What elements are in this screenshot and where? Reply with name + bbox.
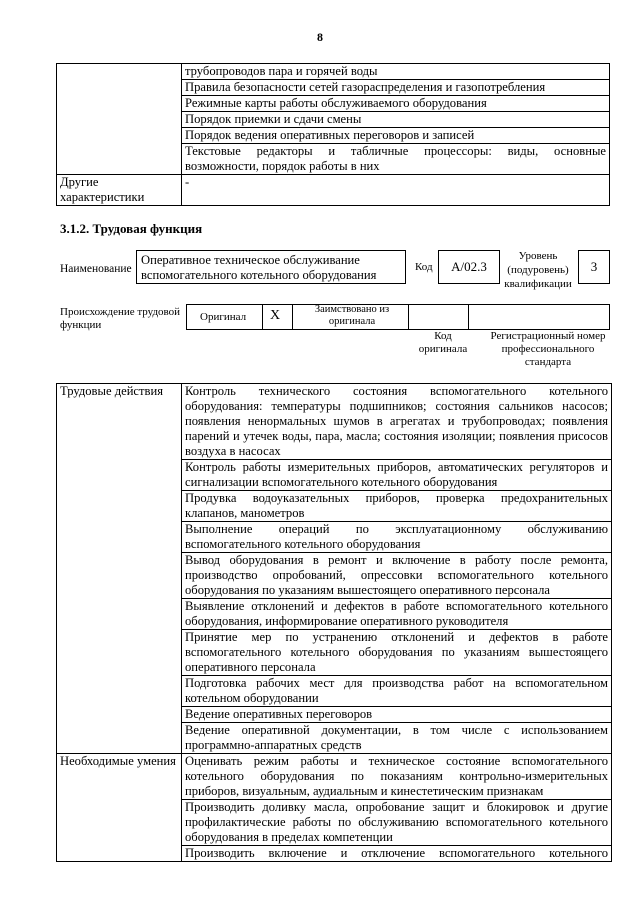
table-row: трубопроводов пара и горячей воды [182, 64, 610, 80]
skills-label: Необходимые умения [57, 754, 182, 862]
name-label: Наименование [60, 263, 132, 275]
reg-number-caption: Регистрационный номер профессионального стандарта [490, 330, 606, 368]
table-row: Оценивать режим работы и техническое состояние вспомогательного котельного оборудования по показаниям контрольно-измерительных приборов, визуальным, аудиальным и кинестетическим признакам [182, 754, 612, 800]
functions-table [56, 383, 612, 862]
original-label: Оригинал [200, 311, 247, 323]
table-row: Текстовые редакторы и табличные процессоры: виды, основные возможности, порядок работы в них [182, 144, 610, 175]
table-row: Принятие мер по устранению отклонений и дефектов в работе вспомогательного котельного оборудования по указаниям вышестоящего оперативного персонала [182, 630, 612, 676]
other-characteristics-label: Другие характеристики [57, 175, 182, 206]
page-number: 8 [317, 30, 323, 44]
table-row: Ведение оперативной документации, в том числе с использованием программно-аппаратных средств [182, 723, 612, 754]
other-characteristics-value: - [182, 175, 610, 206]
origin-divider [408, 304, 409, 330]
table-row: Порядок приемки и сдачи смены [182, 112, 610, 128]
original-mark: X [270, 308, 281, 323]
table-row: Выявление отклонений и дефектов в работе вспомогательного котельного оборудования, информирование оперативного руководителя [182, 599, 612, 630]
table-row: Правила безопасности сетей газораспределения и газопотребления [182, 80, 610, 96]
table-row: Производить доливку масла, опробование защит и блокировок и другие профилактические работы по обслуживанию вспомогательного котельного оборудования в пределах компетенции [182, 800, 612, 846]
section-heading: 3.1.2. Трудовая функция [60, 221, 203, 236]
table-row: Контроль технического состояния вспомогательного котельного оборудования: температуры подшипников; состояния сальников насосов; появления ненормальных шумов в агрегатах и трубопроводах; появления парений и утечек воды, пара, масла; состояния изоляции; появления присосов воздуха в насосах [182, 384, 612, 460]
table-row: Продувка водоуказательных приборов, проверка предохранительных клапанов, манометров [182, 491, 612, 522]
origin-divider [292, 304, 293, 330]
level-value: 3 [578, 250, 610, 284]
function-code: А/02.3 [438, 250, 500, 284]
code-label: Код [415, 261, 433, 273]
borrowed-label: Заимствовано из оригинала [314, 304, 390, 327]
table-row: Режимные карты работы обслуживаемого оборудования [182, 96, 610, 112]
table-row: Порядок ведения оперативных переговоров и записей [182, 128, 610, 144]
table-row: Вывод оборудования в ремонт и включение в работу после ремонта, производство опробований, опрессовки вспомогательного котельного оборудования по указаниям вышестоящего оперативного персонала [182, 553, 612, 599]
level-label: Уровень (подуровень) квалификации [504, 250, 572, 290]
table-row: Подготовка рабочих мест для производства работ на вспомогательном котельном оборудовании [182, 676, 612, 707]
origin-label: Происхождение трудовой функции [60, 306, 181, 331]
table-row: Контроль работы измерительных приборов, автоматических регуляторов и сигнализации вспомогательного котельного оборудования [182, 460, 612, 491]
origin-divider [262, 304, 263, 330]
knowledge-table [56, 63, 610, 206]
function-name: Оперативное техническое обслуживание вспомогательного котельного оборудования [136, 250, 406, 284]
table-row: Выполнение операций по эксплуатационному обслуживанию вспомогательного котельного оборудования [182, 522, 612, 553]
table-row: Ведение оперативных переговоров [182, 707, 612, 723]
empty-label-cell [57, 64, 182, 175]
table-row: Производить включение и отключение вспомогательного котельного [182, 846, 612, 862]
origin-divider [468, 304, 469, 330]
code-original-caption: Код оригинала [418, 330, 468, 355]
actions-label: Трудовые действия [57, 384, 182, 754]
